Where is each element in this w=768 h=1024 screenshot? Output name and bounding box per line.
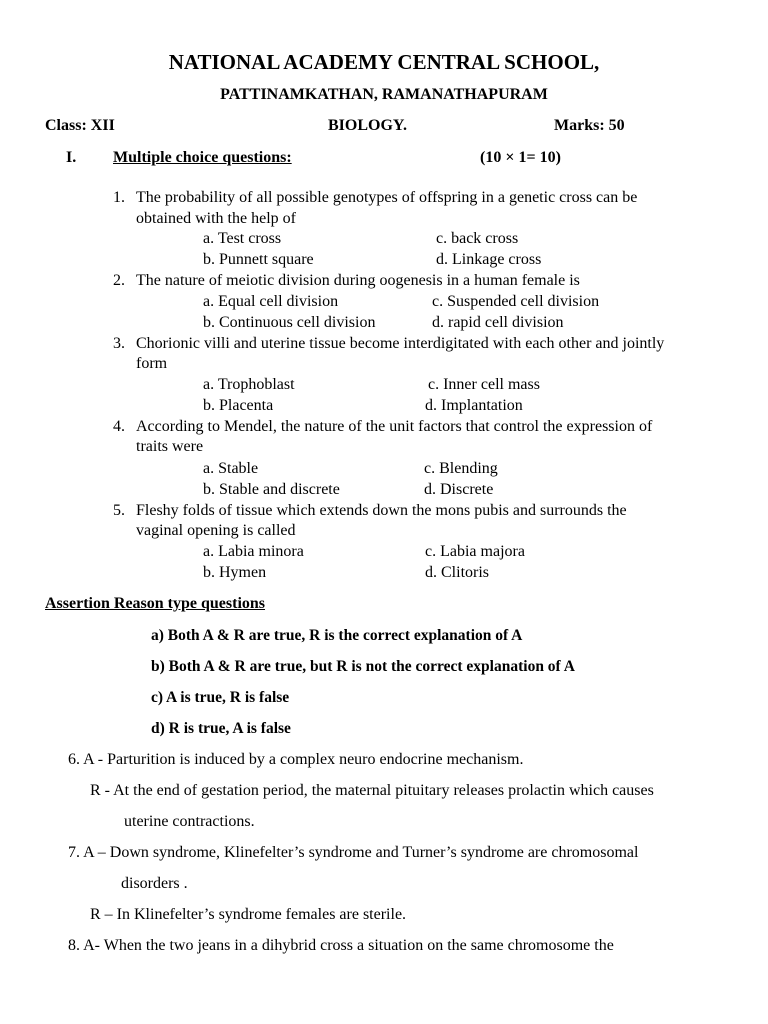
question-text: The probability of all possible genotypes of offspring in a genetic cross can be xyxy=(136,189,638,206)
option-b: b. Continuous cell division xyxy=(203,314,376,331)
option-d: d. Clitoris xyxy=(425,564,490,581)
option-c: c. Labia majora xyxy=(425,543,525,560)
question-number: 2. xyxy=(113,272,125,289)
question-number: 1. xyxy=(113,189,125,206)
section-marks: (10 × 1= 10) xyxy=(480,149,561,166)
option-c: c. back cross xyxy=(436,230,519,247)
assertion-option: d) R is true, A is false xyxy=(151,720,291,737)
option-a: a. Trophoblast xyxy=(203,376,295,393)
assertion-option: a) Both A & R are true, R is the correct explanation of A xyxy=(151,627,523,644)
option-a: a. Stable xyxy=(203,460,259,477)
question-text: traits were xyxy=(136,438,204,455)
ar-question-assertion: 6. A - Parturition is induced by a complex neuro endocrine mechanism. xyxy=(68,751,524,768)
option-b: b. Punnett square xyxy=(203,251,314,268)
marks-label: Marks: 50 xyxy=(554,117,625,134)
question-text: According to Mendel, the nature of the unit factors that control the expression of xyxy=(136,418,653,435)
option-b: b. Hymen xyxy=(203,564,267,581)
option-d: d. Linkage cross xyxy=(436,251,542,268)
ar-question-reason: uterine contractions. xyxy=(124,813,255,830)
question-text: form xyxy=(136,355,168,372)
option-a: a. Equal cell division xyxy=(203,293,339,310)
school-name: NATIONAL ACADEMY CENTRAL SCHOOL, xyxy=(168,50,600,74)
assertion-option: b) Both A & R are true, but R is not the correct explanation of A xyxy=(151,658,575,675)
subject-label: BIOLOGY. xyxy=(328,117,407,134)
section-numeral: I. xyxy=(66,149,77,166)
assertion-option: c) A is true, R is false xyxy=(151,689,290,706)
school-address: PATTINAMKATHAN, RAMANATHAPURAM xyxy=(220,86,548,103)
question-number: 4. xyxy=(113,418,125,435)
option-c: c. Blending xyxy=(424,460,498,477)
class-label: Class: XII xyxy=(45,117,115,134)
section-title: Multiple choice questions: xyxy=(113,149,292,166)
option-b: b. Stable and discrete xyxy=(203,481,340,498)
option-a: a. Test cross xyxy=(203,230,282,247)
option-a: a. Labia minora xyxy=(203,543,304,560)
ar-question-assertion: 7. A – Down syndrome, Klinefelter’s syndrome and Turner’s syndrome are chromosomal xyxy=(68,844,639,861)
ar-question-assertion: disorders . xyxy=(121,875,188,892)
question-text: vaginal opening is called xyxy=(136,522,296,539)
question-number: 3. xyxy=(113,335,125,352)
question-text: The nature of meiotic division during oogenesis in a human female is xyxy=(136,272,580,289)
question-text: obtained with the help of xyxy=(136,210,296,227)
option-d: d. Implantation xyxy=(425,397,523,414)
option-c: c. Suspended cell division xyxy=(432,293,600,310)
question-text: Chorionic villi and uterine tissue become interdigitated with each other and jointly xyxy=(136,335,665,352)
ar-question-reason: R – In Klinefelter’s syndrome females are sterile. xyxy=(90,906,407,923)
option-d: d. rapid cell division xyxy=(432,314,564,331)
option-c: c. Inner cell mass xyxy=(428,376,540,393)
question-number: 5. xyxy=(113,502,125,519)
option-d: d. Discrete xyxy=(424,481,494,498)
assertion-section-title: Assertion Reason type questions xyxy=(45,595,266,612)
ar-question-reason: R - At the end of gestation period, the maternal pituitary releases prolactin which causes xyxy=(90,782,654,799)
option-b: b. Placenta xyxy=(203,397,274,414)
ar-question-assertion: 8. A- When the two jeans in a dihybrid cross a situation on the same chromosome the xyxy=(68,937,614,954)
question-text: Fleshy folds of tissue which extends down the mons pubis and surrounds the xyxy=(136,502,627,519)
